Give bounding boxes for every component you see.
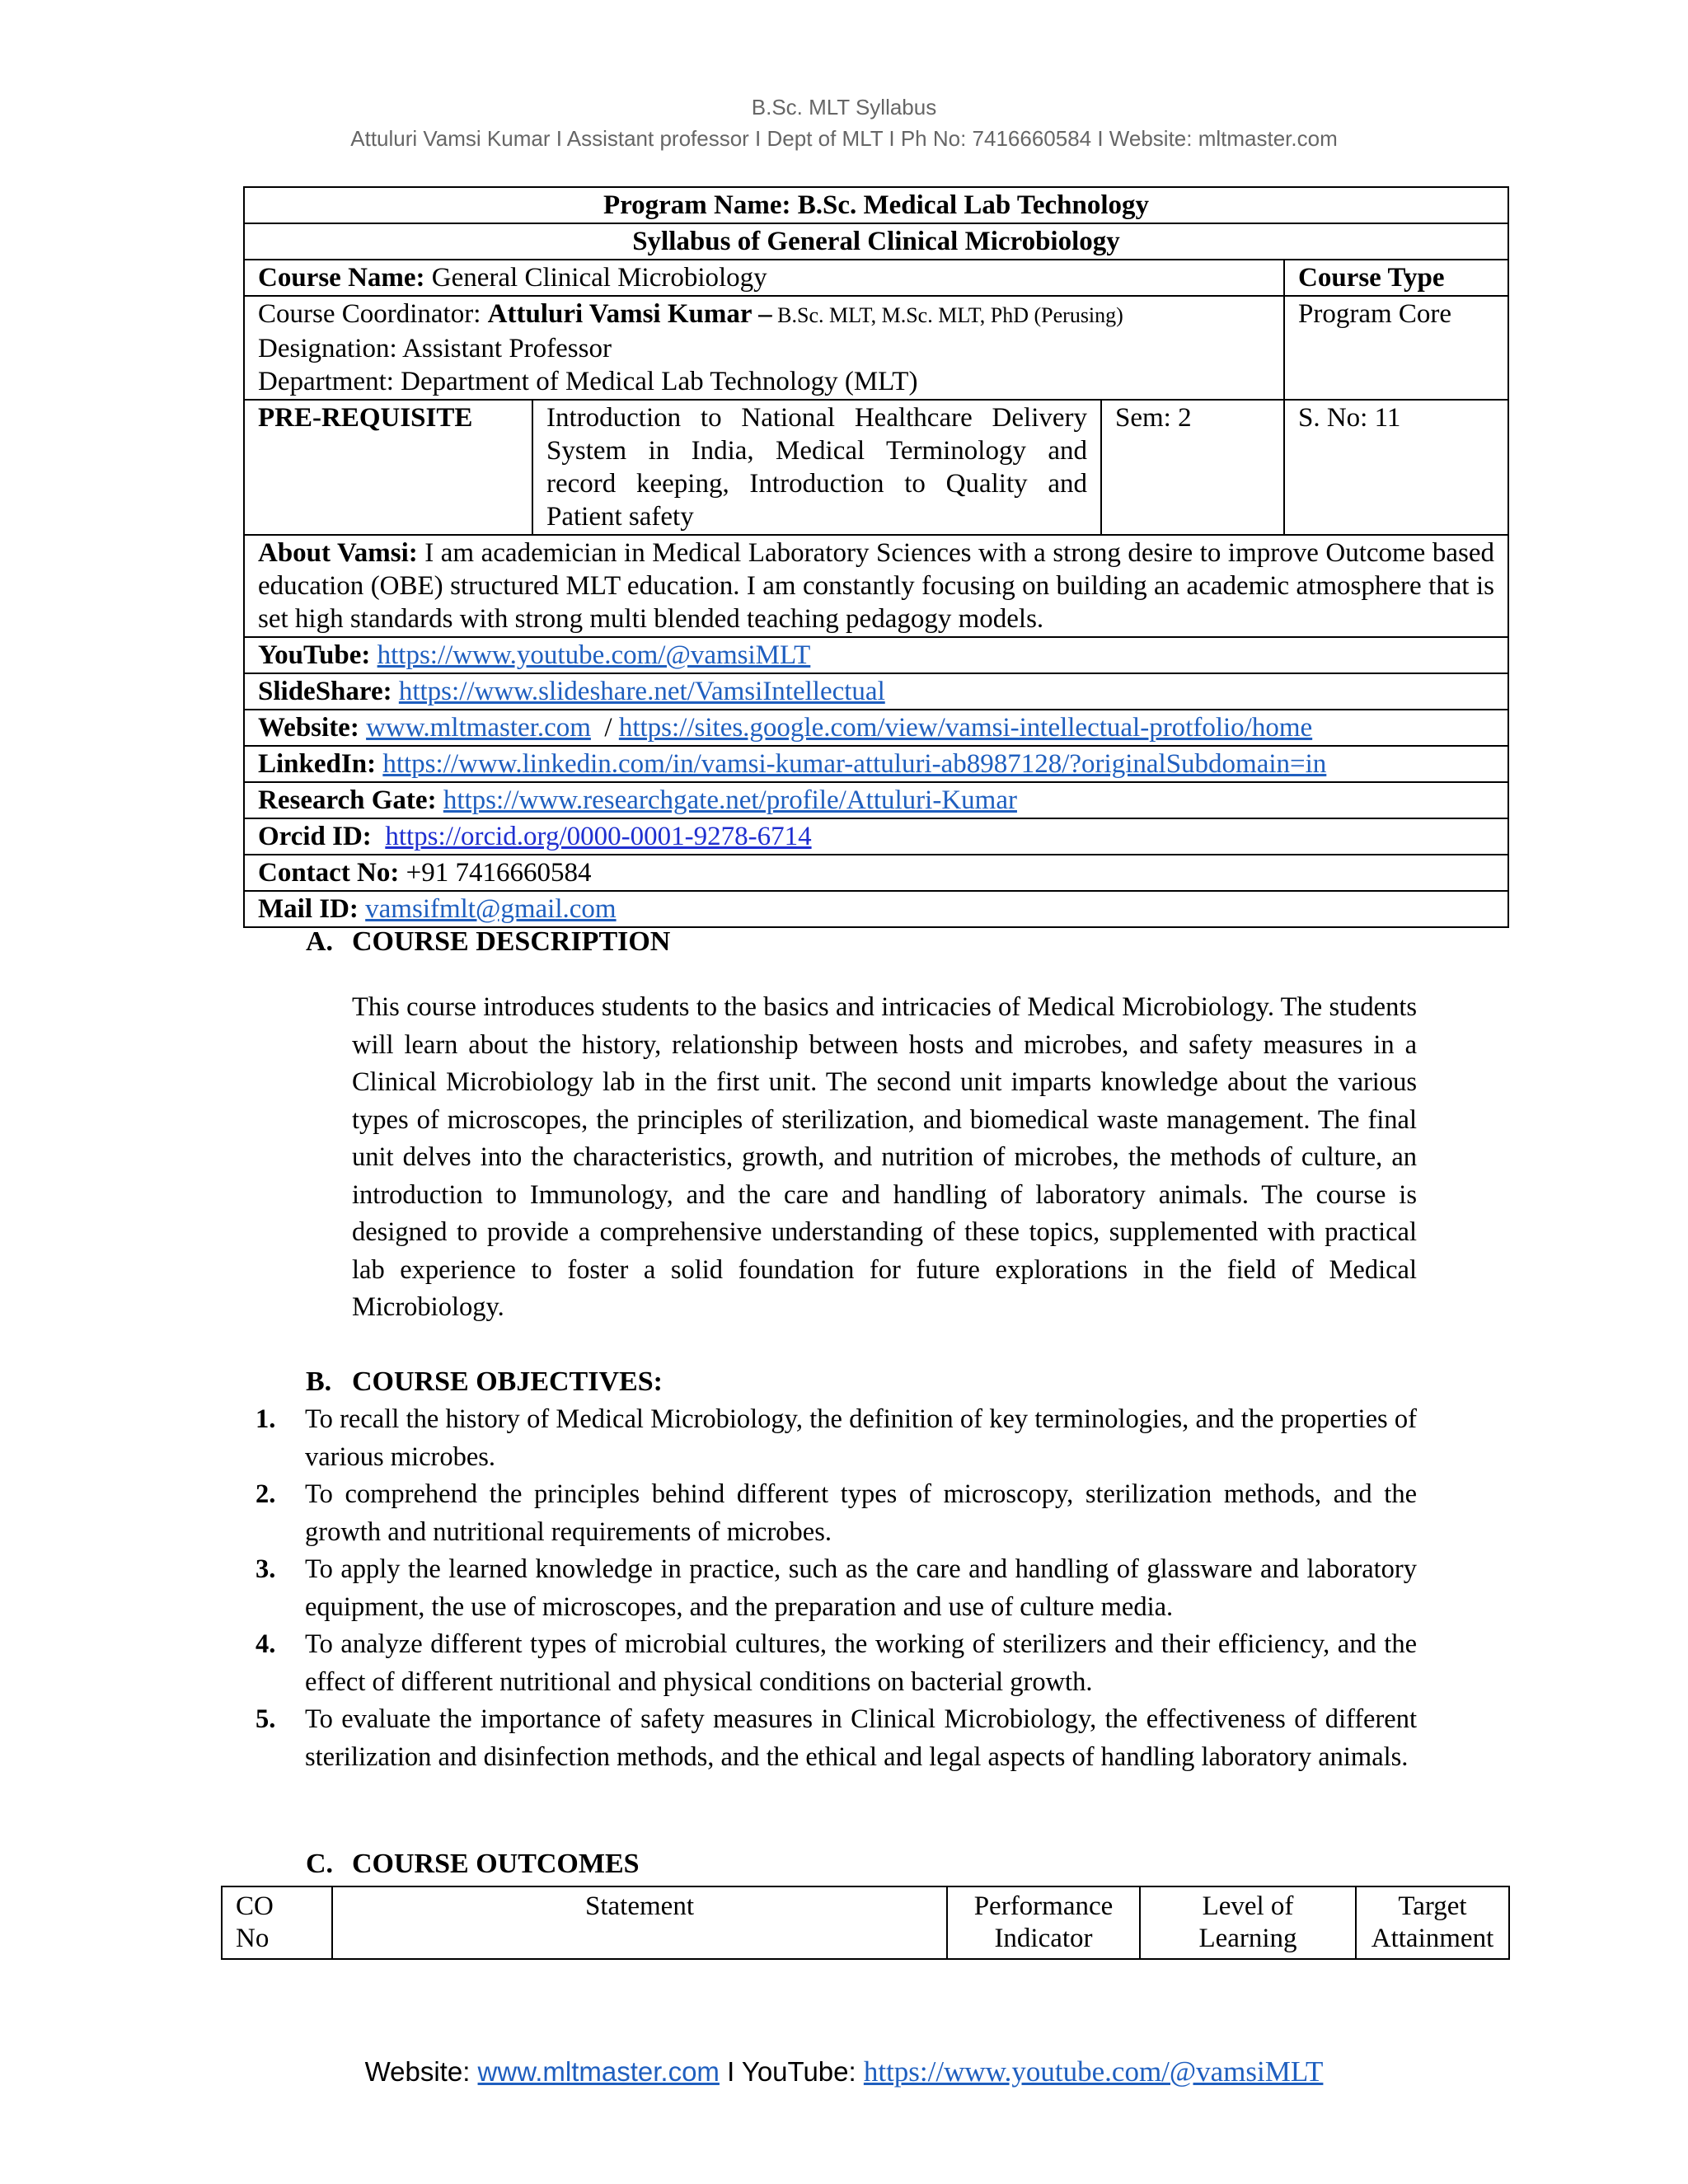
objective-item: 4. To analyze different types of microbial cultures, the working of sterilizers and their efficiency, and the effect of different nutritional and physical conditions on bacterial growth. <box>256 1629 1417 1697</box>
mail-link[interactable]: vamsifmlt@gmail.com <box>365 894 617 924</box>
course-info-table <box>243 186 1509 928</box>
target-attainment-header: Target Attainment <box>1356 1886 1509 1959</box>
orcid-row <box>244 818 1508 855</box>
page-footer <box>0 2055 1688 2088</box>
researchgate-link[interactable]: https://www.researchgate.net/profile/Attuluri-Kumar <box>443 785 1017 815</box>
statement-header: Statement <box>332 1886 947 1959</box>
course-outcomes-table <box>221 1886 1510 1960</box>
website-link-main[interactable]: www.mltmaster.com <box>366 713 591 743</box>
researchgate-row <box>244 782 1508 818</box>
objectives-list <box>247 1401 1417 1776</box>
about-label: About Vamsi: <box>258 538 418 568</box>
semester: Sem: 2 <box>1101 400 1284 535</box>
prerequisite-text: Introduction to National Healthcare Delivery System in India, Medical Terminology and record keeping, Introduction to Quality and Patient safety <box>532 400 1101 535</box>
objective-item: 2. To comprehend the principles behind different types of microscopy, sterilization methods, and the growth and nutritional requirements of microbes. <box>256 1479 1417 1547</box>
mail-label: Mail ID: <box>258 894 359 924</box>
objective-item: 1. To recall the history of Medical Microbiology, the definition of key terminologies, and the properties of various microbes. <box>256 1404 1417 1472</box>
youtube-label: YouTube: <box>258 640 371 670</box>
coordinator-name: Attuluri Vamsi Kumar – <box>487 299 772 329</box>
slideshare-row <box>244 673 1508 710</box>
section-a-heading <box>306 926 670 958</box>
objective-item: 5. To evaluate the importance of safety measures in Clinical Microbiology, the effectiveness of different sterilization and disinfection methods, and the ethical and legal aspects of handling laboratory animals. <box>256 1704 1417 1772</box>
prerequisite-label: PRE-REQUISITE <box>244 400 532 535</box>
orcid-label: Orcid ID: <box>258 822 372 851</box>
contact-label: Contact No: <box>258 858 400 888</box>
section-a-label: A. <box>306 926 334 957</box>
serial-number: S. No: 11 <box>1284 400 1508 535</box>
linkedin-label: LinkedIn: <box>258 749 377 779</box>
youtube-link[interactable]: https://www.youtube.com/@vamsiMLT <box>377 640 811 670</box>
linkedin-row <box>244 746 1508 782</box>
website-label: Website: <box>258 713 359 743</box>
course-description-text: This course introduces students to the basics and intricacies of Medical Microbiology. The students will learn about the history, relationship between hosts and microbes, and safety measures in a Clinical Microbiology lab in the first unit. The second unit imparts knowledge about the various types of microscopes, the principles of sterilization, and biomedical waste management. The final unit delves into the characteristics, growth, and nutrition of microbes, the methods of culture, an introduction to Immunology, and the care and handling of laboratory animals. The course is designed to provide a comprehensive understanding of these topics, supplemented with practical lab experience to foster a solid foundation for future explorations in the field of Medical Microbiology. <box>352 992 1417 1322</box>
website-separator: / <box>590 713 619 743</box>
slideshare-link[interactable]: https://www.slideshare.net/VamsiIntellectual <box>398 677 885 706</box>
section-b-label: B. <box>306 1366 332 1397</box>
coordinator-quals: B.Sc. MLT, M.Sc. MLT, PhD (Perusing) <box>771 303 1123 327</box>
section-c-title: COURSE OUTCOMES <box>352 1849 640 1879</box>
co-no-header: CO No <box>222 1886 332 1959</box>
youtube-row <box>244 637 1508 673</box>
orcid-link[interactable]: https://orcid.org/0000-0001-9278-6714 <box>385 822 812 851</box>
website-link-portfolio[interactable]: https://sites.google.com/view/vamsi-intellectual-protfolio/home <box>618 713 1313 743</box>
about-cell <box>244 535 1508 637</box>
course-name-value: General Clinical Microbiology <box>424 263 767 293</box>
coordinator-label: Course Coordinator: <box>258 299 488 329</box>
course-name-label: Course Name: <box>258 263 425 293</box>
contact-row <box>244 855 1508 891</box>
header-author-line: Attuluri Vamsi Kumar I Assistant professor I Dept of MLT I Ph No: 7416660584 I Website: mltmaster.com <box>350 126 1338 151</box>
designation: Designation: Assistant Professor <box>258 334 612 363</box>
course-name-cell <box>244 260 1284 296</box>
performance-indicator-header: Performance Indicator <box>947 1886 1140 1959</box>
section-b-title: COURSE OBJECTIVES: <box>352 1366 663 1397</box>
syllabus-title: Syllabus of General Clinical Microbiology <box>244 223 1508 260</box>
section-b-heading <box>306 1366 663 1398</box>
linkedin-link[interactable]: https://www.linkedin.com/in/vamsi-kumar-attuluri-ab8987128/?originalSubdomain=in <box>382 749 1327 779</box>
footer-separator: I YouTube: <box>719 2056 864 2087</box>
about-text: I am academician in Medical Laboratory Sciences with a strong desire to improve Outcome based education (OBE) structured MLT education. I am constantly focusing on building an academic atmosphere that is set high standards with strong multi blended teaching pedagogy models. <box>258 538 1494 634</box>
researchgate-label: Research Gate: <box>258 785 437 815</box>
coordinator-cell <box>244 296 1284 400</box>
footer-youtube-link[interactable]: https://www.youtube.com/@vamsiMLT <box>863 2055 1324 2088</box>
level-of-learning-header: Level of Learning <box>1140 1886 1356 1959</box>
course-type-value: Program Core <box>1284 296 1508 400</box>
objective-item: 3. To apply the learned knowledge in practice, such as the care and handling of glassware and laboratory equipment, the use of microscopes, and the preparation and use of culture media. <box>256 1554 1417 1622</box>
program-name: Program Name: B.Sc. Medical Lab Technology <box>244 187 1508 223</box>
contact-number: +91 7416660584 <box>399 858 592 888</box>
table-header-row <box>222 1886 1509 1959</box>
mail-row <box>244 891 1508 927</box>
section-c-heading <box>306 1849 640 1880</box>
footer-website-label: Website: <box>364 2056 478 2087</box>
section-a-title: COURSE DESCRIPTION <box>352 926 671 957</box>
section-c-label: C. <box>306 1849 334 1879</box>
department: Department: Department of Medical Lab Technology (MLT) <box>258 367 918 396</box>
footer-website-link[interactable]: www.mltmaster.com <box>477 2056 720 2087</box>
slideshare-label: SlideShare: <box>258 677 392 706</box>
course-type-label: Course Type <box>1284 260 1508 296</box>
header-title: B.Sc. MLT Syllabus <box>751 95 937 120</box>
website-row <box>244 710 1508 746</box>
